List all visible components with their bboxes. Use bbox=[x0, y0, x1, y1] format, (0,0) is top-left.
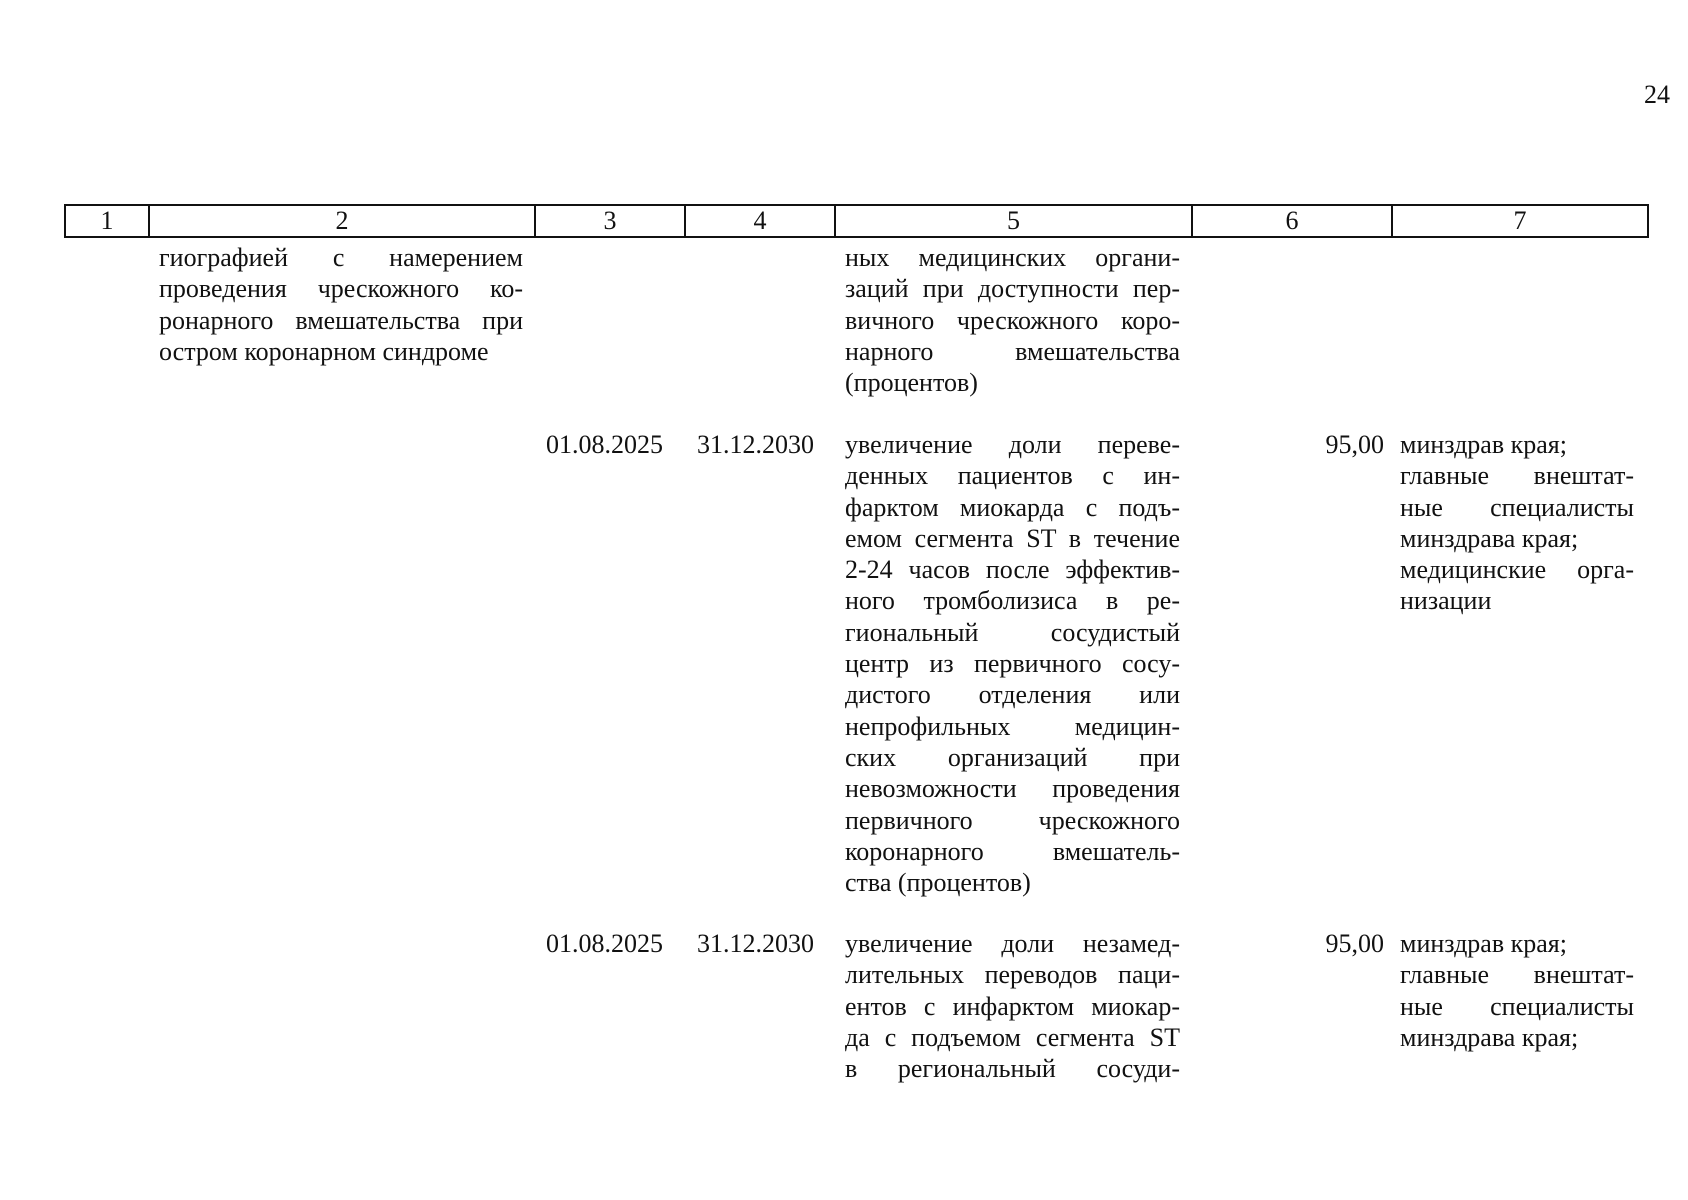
header-col-6: 6 bbox=[1192, 205, 1392, 237]
text-line: в региональный сосуди- bbox=[845, 1054, 1180, 1084]
text-line: низации bbox=[1400, 586, 1492, 616]
row-1-description bbox=[159, 242, 523, 367]
text-line: остром коронарном синдроме bbox=[159, 336, 489, 366]
row-1-indicator bbox=[845, 242, 1180, 398]
row-2-start-date: 01.08.2025 bbox=[546, 430, 663, 459]
text-line: главные внештат- bbox=[1400, 461, 1634, 491]
text-line: ные специалисты bbox=[1400, 492, 1634, 522]
text-line: центр из первичного сосу- bbox=[845, 649, 1180, 679]
text-line: гиональный сосудистый bbox=[845, 617, 1180, 647]
text-line: ентов с инфарктом миокар- bbox=[845, 991, 1180, 1021]
text-line: минздрава края; bbox=[1400, 1022, 1579, 1052]
header-col-2: 2 bbox=[149, 205, 535, 237]
text-line: вичного чрескожного коро- bbox=[845, 305, 1180, 335]
row-3-target-value: 95,00 bbox=[1325, 929, 1384, 958]
text-line: ронарного вмешательства при bbox=[159, 305, 523, 335]
text-line: невозможности проведения bbox=[845, 774, 1180, 804]
text-line: минздрава края; bbox=[1400, 523, 1579, 553]
header-col-5: 5 bbox=[835, 205, 1192, 237]
text-line: емом сегмента ST в течение bbox=[845, 523, 1180, 553]
text-line: коронарного вмешатель- bbox=[845, 836, 1180, 866]
column-number-header bbox=[64, 204, 1649, 238]
row-3-responsible bbox=[1400, 928, 1634, 1053]
row-3-start-date: 01.08.2025 bbox=[546, 929, 663, 958]
text-line: ного тромболизиса в ре- bbox=[845, 586, 1180, 616]
row-3-indicator bbox=[845, 928, 1180, 1084]
text-line: минздрав края; bbox=[1400, 929, 1567, 958]
text-line: (процентов) bbox=[845, 368, 978, 398]
text-line: ства (процентов) bbox=[845, 868, 1031, 898]
text-line: непрофильных медицин- bbox=[845, 711, 1180, 741]
text-line: проведения чрескожного ко- bbox=[159, 274, 523, 304]
text-line: главные внештат- bbox=[1400, 960, 1634, 990]
row-2-target-value: 95,00 bbox=[1325, 430, 1384, 459]
row-2-responsible bbox=[1400, 429, 1634, 617]
text-line: ских организаций при bbox=[845, 742, 1180, 772]
text-line: да с подъемом сегмента ST bbox=[845, 1022, 1180, 1052]
header-col-4: 4 bbox=[685, 205, 835, 237]
text-line: минздрав края; bbox=[1400, 430, 1567, 459]
text-line: фарктом миокарда с подъ- bbox=[845, 492, 1180, 522]
text-line: нарного вмешательства bbox=[845, 336, 1180, 366]
text-line: 2-24 часов после эффектив- bbox=[845, 555, 1180, 585]
row-3-end-date: 31.12.2030 bbox=[697, 929, 814, 958]
header-col-1: 1 bbox=[65, 205, 149, 237]
page-number: 24 bbox=[1644, 80, 1670, 109]
text-line: ные специалисты bbox=[1400, 991, 1634, 1021]
text-line: первичного чрескожного bbox=[845, 805, 1180, 835]
text-line: лительных переводов паци- bbox=[845, 960, 1180, 990]
text-line: заций при доступности пер- bbox=[845, 274, 1180, 304]
header-col-3: 3 bbox=[535, 205, 685, 237]
text-line: денных пациентов с ин- bbox=[845, 461, 1180, 491]
header-col-7: 7 bbox=[1392, 205, 1648, 237]
text-line: ных медицинских органи- bbox=[845, 243, 1180, 272]
text-line: увеличение доли переве- bbox=[845, 430, 1180, 459]
text-line: гиографией с намерением bbox=[159, 243, 523, 272]
text-line: дистого отделения или bbox=[845, 680, 1180, 710]
row-2-end-date: 31.12.2030 bbox=[697, 430, 814, 459]
text-line: медицинские орга- bbox=[1400, 555, 1634, 585]
text-line: увеличение доли незамед- bbox=[845, 929, 1180, 958]
row-2-indicator bbox=[845, 429, 1180, 898]
